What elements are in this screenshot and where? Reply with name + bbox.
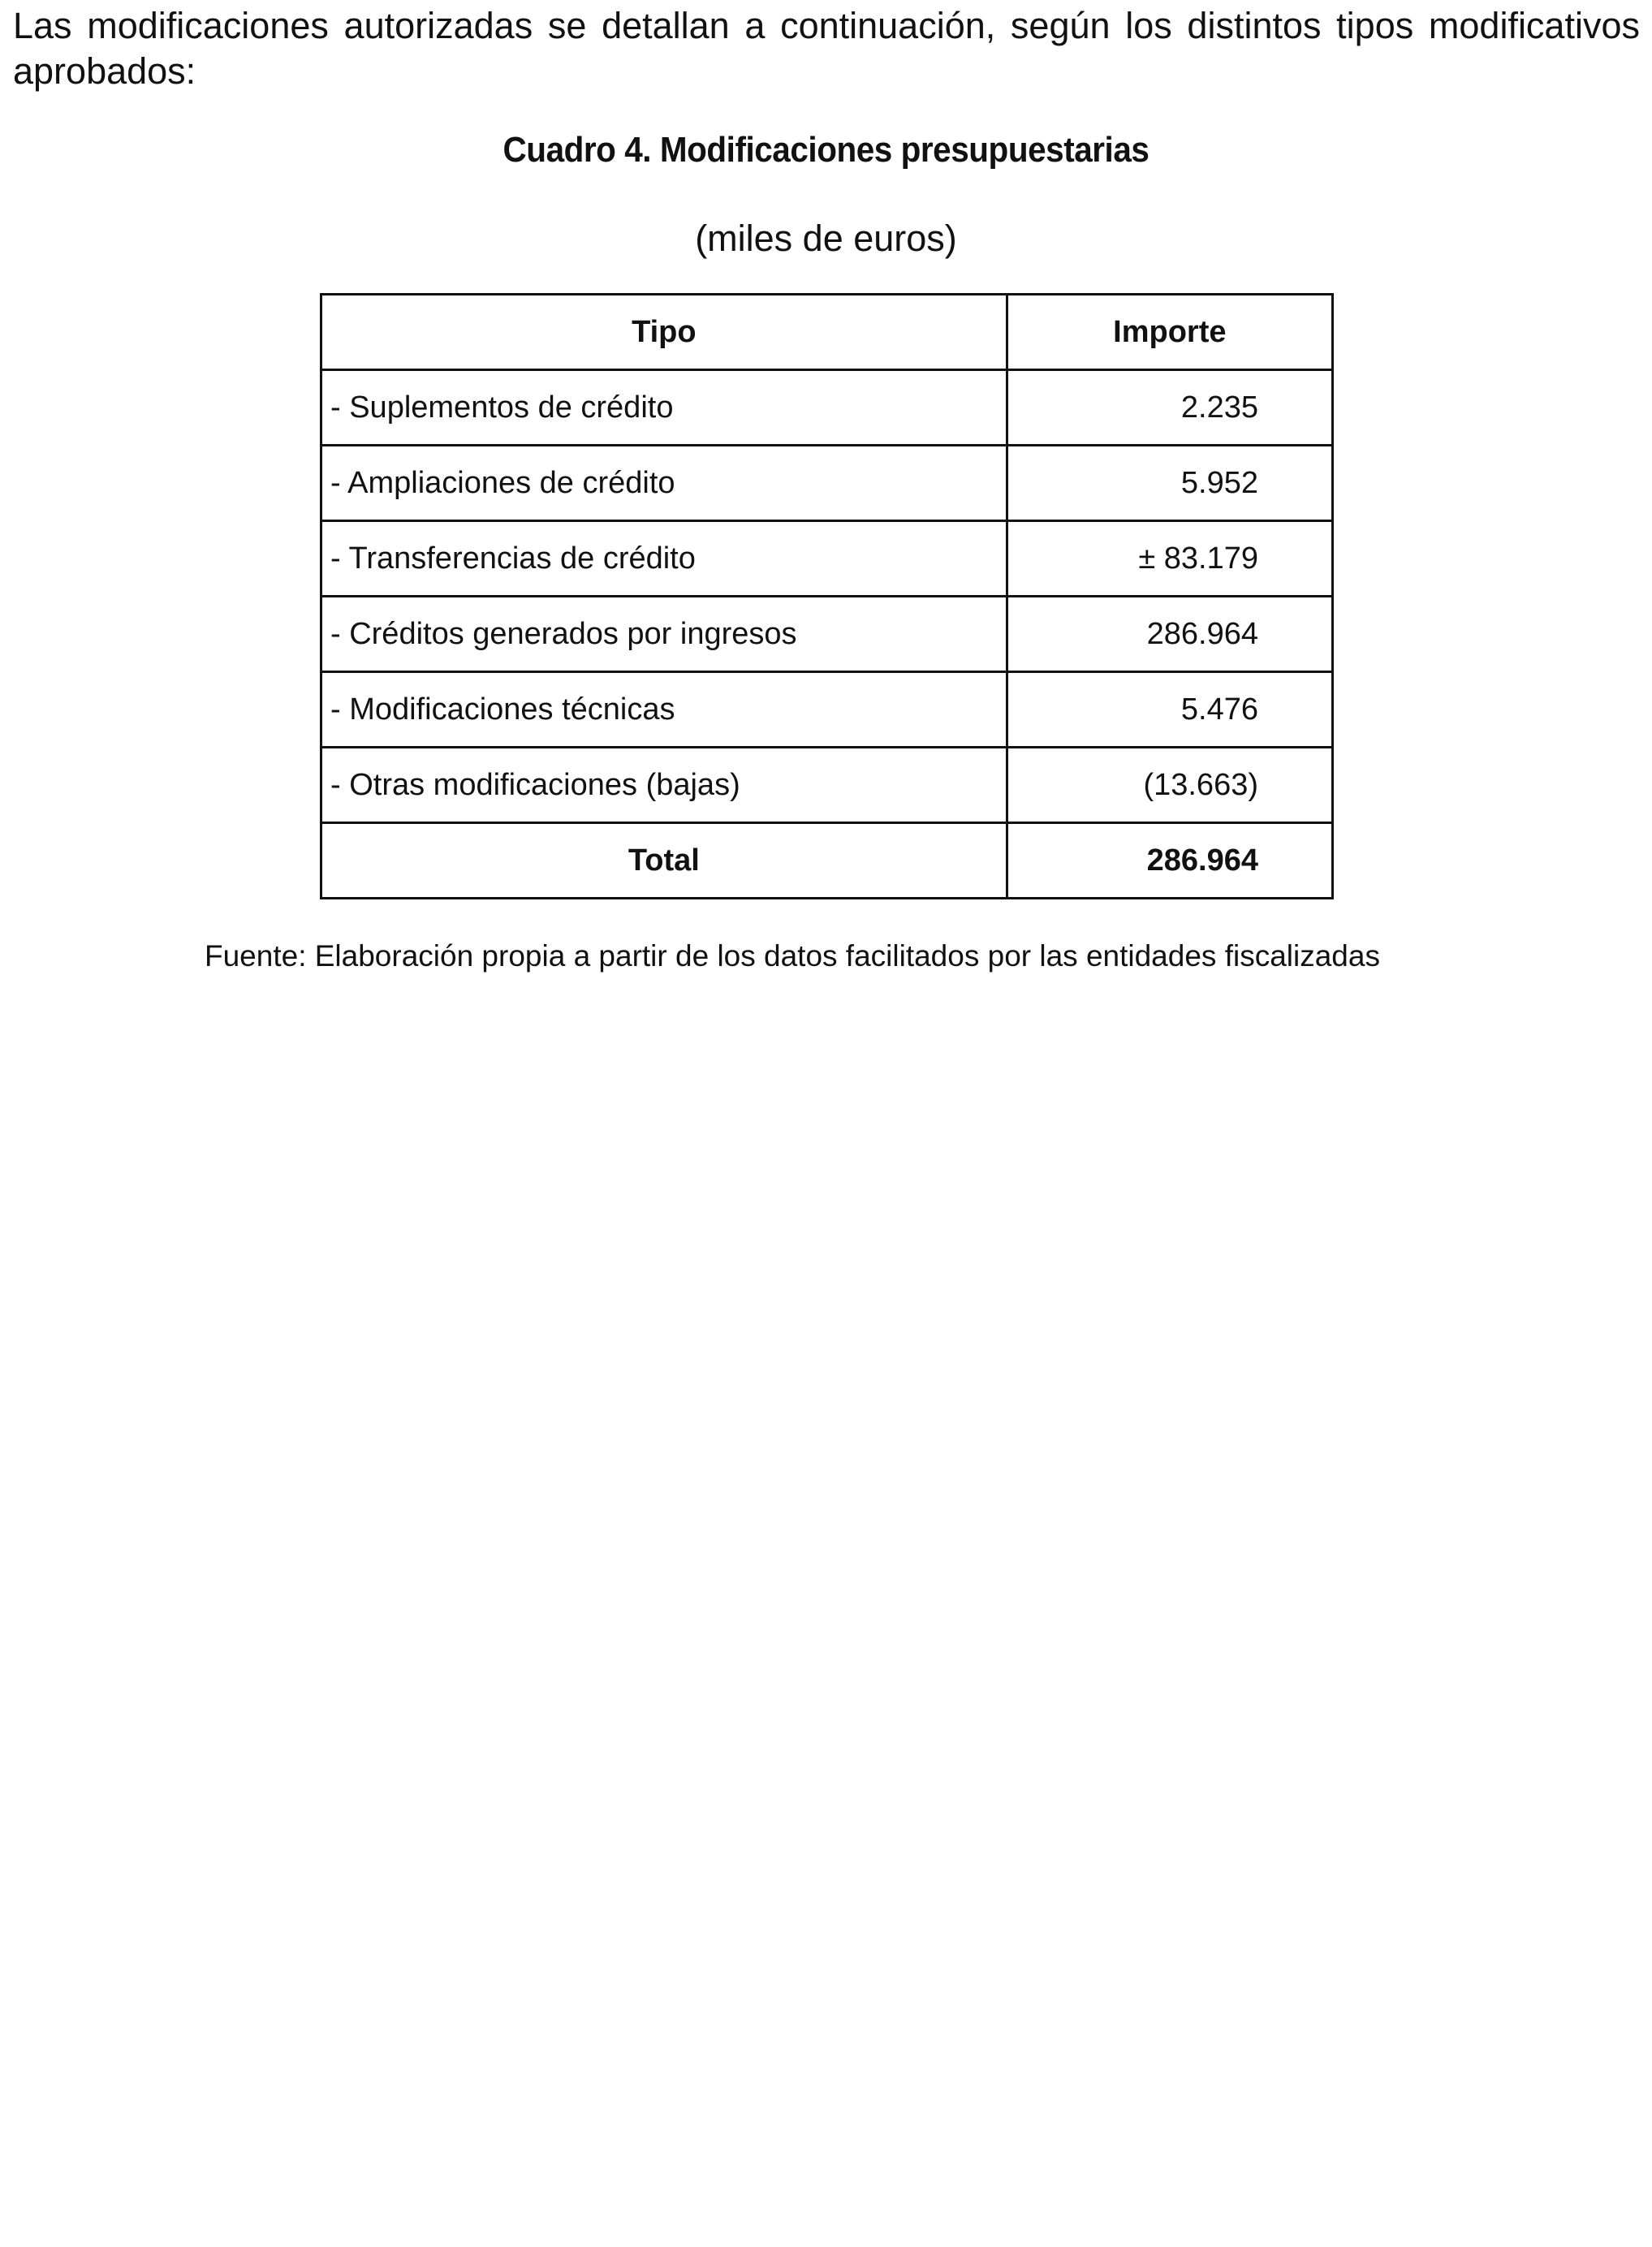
table-total-row <box>321 823 1333 899</box>
table-row <box>321 748 1333 823</box>
table-title: Cuadro 4. Modificaciones presupuestarias <box>503 130 1149 170</box>
table-row <box>321 446 1333 521</box>
table-row <box>321 370 1333 446</box>
row-importe: 2.235 <box>1007 370 1332 446</box>
budget-modifications-table <box>320 293 1334 899</box>
row-tipo: - Suplementos de crédito <box>321 370 1007 446</box>
row-tipo: - Ampliaciones de crédito <box>321 446 1007 521</box>
row-tipo: - Transferencias de crédito <box>321 521 1007 597</box>
row-importe: ± 83.179 <box>1007 521 1332 597</box>
row-tipo: - Créditos generados por ingresos <box>321 597 1007 672</box>
row-importe: 5.476 <box>1007 672 1332 748</box>
table-header-row <box>321 295 1333 370</box>
table-row <box>321 597 1333 672</box>
total-importe: 286.964 <box>1007 823 1332 899</box>
total-label: Total <box>321 823 1007 899</box>
header-tipo: Tipo <box>321 295 1007 370</box>
row-importe: 286.964 <box>1007 597 1332 672</box>
row-tipo: - Modificaciones técnicas <box>321 672 1007 748</box>
table-row <box>321 672 1333 748</box>
header-importe: Importe <box>1007 295 1332 370</box>
row-importe: (13.663) <box>1007 748 1332 823</box>
table-units: (miles de euros) <box>695 218 957 259</box>
table-row <box>321 521 1333 597</box>
row-importe: 5.952 <box>1007 446 1332 521</box>
source-note: Fuente: Elaboración propia a partir de los datos facilitados por las entidades fiscalizadas <box>205 939 1380 973</box>
intro-paragraph: Las modificaciones autorizadas se detallan a continuación, según los distintos tipos modificativos aprobados: <box>13 5 1640 92</box>
row-tipo: - Otras modificaciones (bajas) <box>321 748 1007 823</box>
